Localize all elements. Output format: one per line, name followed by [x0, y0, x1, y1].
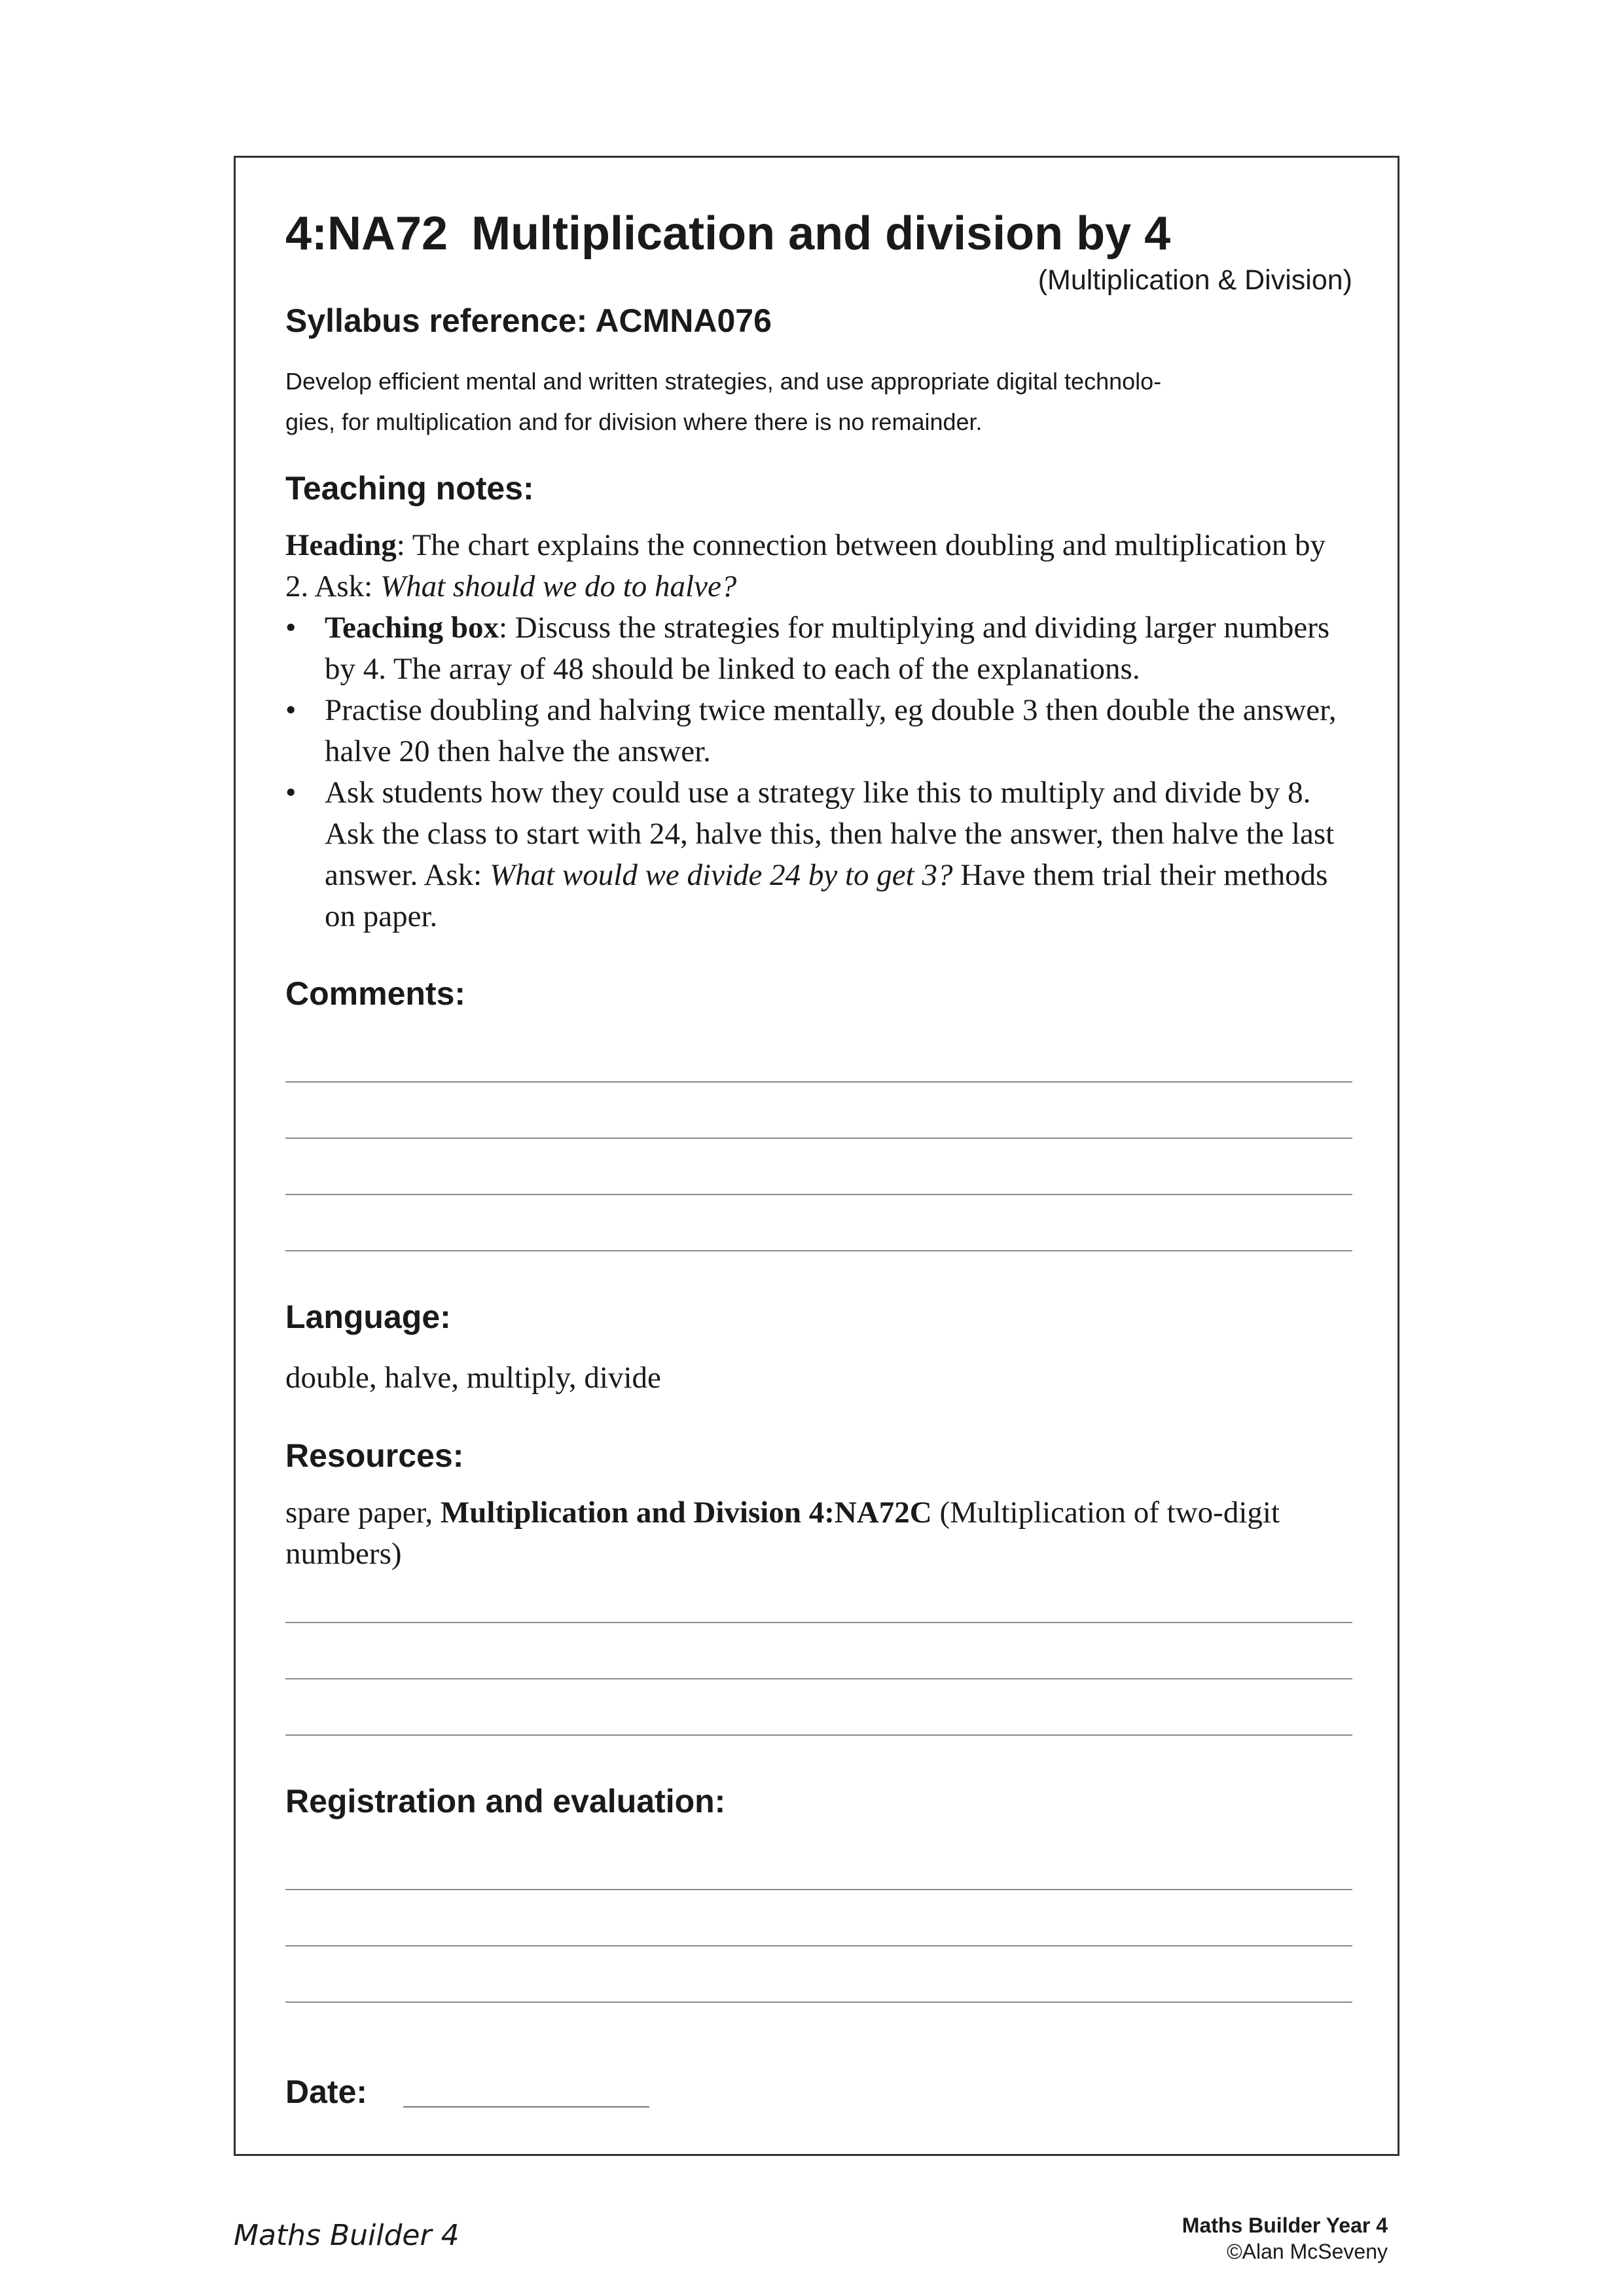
- language-heading: Language:: [285, 1299, 451, 1335]
- resources-writing-line[interactable]: [285, 1734, 1352, 1736]
- teaching-notes-heading: Teaching notes:: [285, 470, 534, 507]
- bullet-bold: Teaching box: [325, 611, 499, 645]
- title-text: Multiplication and division by 4: [471, 207, 1171, 260]
- list-item: [285, 607, 1352, 690]
- resources-bold: Multiplication and Division 4:NA72C: [440, 1496, 932, 1530]
- list-item: [285, 772, 1352, 937]
- comments-heading: Comments:: [285, 975, 466, 1012]
- resources-body: [285, 1492, 1352, 1575]
- bullet-italic: What would we divide 24 by to get 3?: [489, 858, 953, 892]
- resources-writing-line[interactable]: [285, 1622, 1352, 1623]
- syllabus-description-line2: gies, for multiplication and for division where there is no remainder.: [285, 408, 983, 435]
- resources-text-after: (Multiplication of two-digit numbers): [285, 1496, 1280, 1571]
- page-title: [285, 204, 1352, 263]
- page-border: [234, 156, 1399, 2156]
- registration-writing-line[interactable]: [285, 2001, 1352, 2003]
- syllabus-description: [285, 361, 1352, 442]
- strand-label: (Multiplication & Division): [1038, 264, 1352, 296]
- bullet-text: : Discuss the strategies for multiplying and dividing larger numbers by 4. The array of 48 should be linked to each of the explanations.: [325, 611, 1330, 686]
- registration-heading: Registration and evaluation:: [285, 1783, 726, 1820]
- syllabus-description-line1: Develop efficient mental and written strategies, and use appropriate digital technolo-: [285, 368, 1162, 395]
- list-item: [285, 690, 1352, 772]
- footer-copyright: ©Alan McSeveny: [1227, 2240, 1388, 2263]
- date-writing-line[interactable]: [403, 2106, 649, 2108]
- comments-writing-line[interactable]: [285, 1081, 1352, 1083]
- footer-series: Maths Builder Year 4: [1182, 2214, 1388, 2237]
- resources-writing-line[interactable]: [285, 1678, 1352, 1679]
- footer-book-title: Maths Builder 4: [234, 2219, 460, 2252]
- resources-heading: Resources:: [285, 1437, 464, 1474]
- teaching-notes-list: [285, 607, 1352, 937]
- registration-writing-line[interactable]: [285, 1889, 1352, 1890]
- teaching-notes-intro: [285, 525, 1352, 607]
- intro-text: : The chart explains the connection between doubling and multiplication by 2. Ask:: [285, 528, 1326, 603]
- resources-text: spare paper,: [285, 1496, 441, 1530]
- bullet-text: Practise doubling and halving twice mentally, eg double 3 then double the answer, halve 20 then halve the answer.: [325, 693, 1337, 768]
- footer-credit: [982, 2212, 1388, 2265]
- registration-writing-line[interactable]: [285, 1945, 1352, 1946]
- bullet-text: Ask students how they could use a strategy like this to multiply and divide by 8. Ask the class to start with 24, halve this, then halve the answer, then halve the last answer. Ask:: [325, 776, 1335, 892]
- syllabus-reference: Syllabus reference: ACMNA076: [285, 302, 772, 339]
- title-code: 4:NA72: [285, 207, 448, 260]
- comments-writing-line[interactable]: [285, 1194, 1352, 1195]
- language-body: double, halve, multiply, divide: [285, 1361, 661, 1395]
- comments-writing-line[interactable]: [285, 1250, 1352, 1251]
- intro-italic: What should we do to halve?: [380, 569, 737, 603]
- intro-bold: Heading: [285, 528, 397, 562]
- teaching-notes-body: [285, 525, 1352, 937]
- bullet-text-after: Have them trial their methods on paper.: [325, 858, 1328, 933]
- comments-writing-line[interactable]: [285, 1138, 1352, 1139]
- date-label: Date:: [285, 2073, 368, 2110]
